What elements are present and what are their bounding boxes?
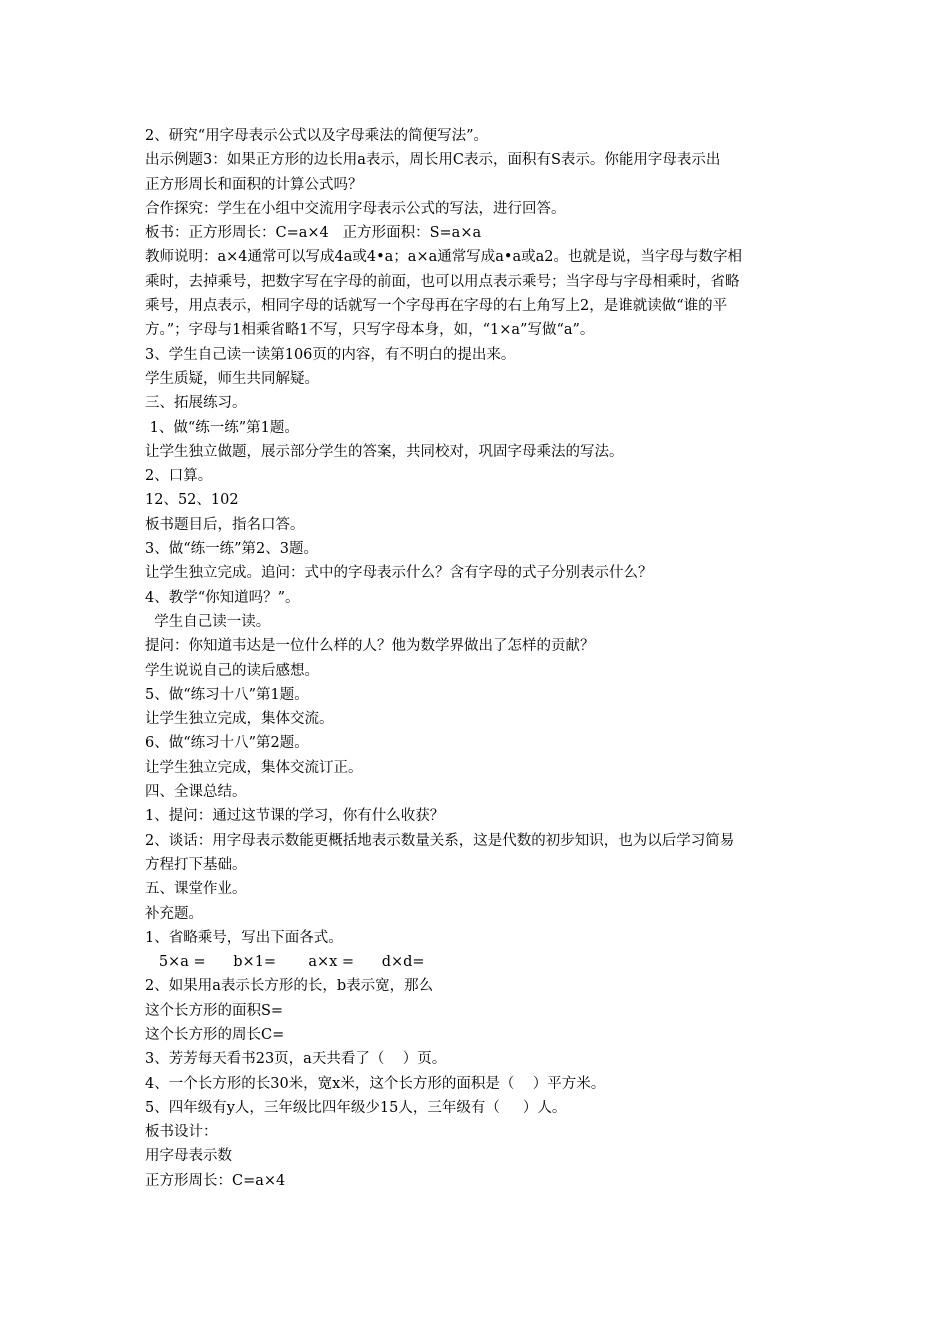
document-body — [145, 124, 815, 1193]
text-line: 4、一个长方形的长30米，宽x米，这个长方形的面积是（ ）平方米。 — [145, 1075, 606, 1092]
text-line: 5、做“练习十八”第1题。 — [145, 686, 309, 703]
section-heading: 三、拓展练习。 — [145, 395, 247, 412]
text-line: 6、做“练习十八”第2题。 — [145, 735, 309, 752]
text-line: 3、芳芳每天看书23页，a天共看了（ ）页。 — [145, 1051, 447, 1068]
text-line: 补充题。 — [145, 905, 203, 922]
text-line: 5、四年级有y人，三年级比四年级少15人，三年级有（ ）人。 — [145, 1099, 567, 1116]
text-line: 这个长方形的面积S= — [145, 1002, 284, 1019]
text-line: 1、提问：通过这节课的学习，你有什么收获？ — [145, 808, 445, 825]
text-line: 让学生独立完成。追问：式中的字母表示什么？含有字母的式子分别表示什么？ — [145, 565, 653, 582]
text-line: 正方形周长和面积的计算公式吗？ — [145, 176, 363, 193]
text-line: 1、做“练一练”第1题。 — [145, 419, 299, 436]
text-line: 乘时，去掉乘号，把数字写在字母的前面，也可以用点表示乘号；当字母与字母相乘时，省略 — [145, 273, 740, 290]
text-line: 教师说明：a×4通常可以写成4a或4•a；a×a通常写成a•a或a2。也就是说，当字母与数字相 — [145, 249, 742, 266]
text-line: 这个长方形的周长C= — [145, 1026, 285, 1043]
text-line: 3、做“练一练”第2、3题。 — [145, 541, 319, 558]
text-line: 让学生独立完成，集体交流订正。 — [145, 759, 363, 776]
text-line: 用字母表示数 — [145, 1148, 232, 1165]
text-line: 学生质疑，师生共同解疑。 — [145, 370, 319, 387]
text-line: 正方形周长：C=a×4 — [145, 1172, 286, 1189]
text-line: 2、谈话：用字母表示数能更概括地表示数量关系，这是代数的初步知识，也为以后学习简易 — [145, 832, 735, 849]
section-heading: 四、全课总结。 — [145, 784, 247, 801]
text-line: 12、52、102 — [145, 492, 239, 509]
text-line: 让学生独立做题，展示部分学生的答案，共同校对，巩固字母乘法的写法。 — [145, 443, 624, 460]
text-line: 方程打下基础。 — [145, 856, 247, 873]
text-line: 2、如果用a表示长方形的长，b表示宽，那么 — [145, 978, 434, 995]
text-line: 乘号，用点表示，相同字母的话就写一个字母再在字母的右上角写上2，是谁就读做“谁的平 — [145, 298, 728, 315]
text-line: 4、教学“你知道吗？”。 — [145, 589, 300, 606]
text-line: 学生说说自己的读后感想。 — [145, 662, 319, 679]
text-line: 3、学生自己读一读第106页的内容，有不明白的提出来。 — [145, 346, 516, 363]
text-line: 让学生独立完成，集体交流。 — [145, 711, 334, 728]
text-line: 板书题目后，指名口答。 — [145, 516, 305, 533]
text-line: 2、口算。 — [145, 468, 213, 485]
text-line: 板书设计： — [145, 1124, 218, 1141]
text-line: 提问：你知道韦达是一位什么样的人？他为数学界做出了怎样的贡献？ — [145, 638, 595, 655]
text-line: 5×a = b×1= a×x = d×d= — [145, 954, 425, 971]
text-line: 1、省略乘号，写出下面各式。 — [145, 929, 343, 946]
text-line: 2、研究“用字母表示公式以及字母乘法的简便写法”。 — [145, 128, 489, 144]
text-line: 出示例题3：如果正方形的边长用a表示，周长用C表示，面积有S表示。你能用字母表示出 — [145, 152, 721, 169]
section-heading: 五、课堂作业。 — [145, 881, 247, 898]
text-line: 合作探究：学生在小组中交流用字母表示公式的写法，进行回答。 — [145, 200, 566, 217]
text-line: 方。”；字母与1相乘省略1不写，只写字母本身，如，“1×a”写做“a”。 — [145, 322, 595, 339]
text-line: 板书：正方形周长：C=a×4 正方形面积：S=a×a — [145, 225, 482, 242]
text-line: 学生自己读一读。 — [145, 613, 271, 630]
